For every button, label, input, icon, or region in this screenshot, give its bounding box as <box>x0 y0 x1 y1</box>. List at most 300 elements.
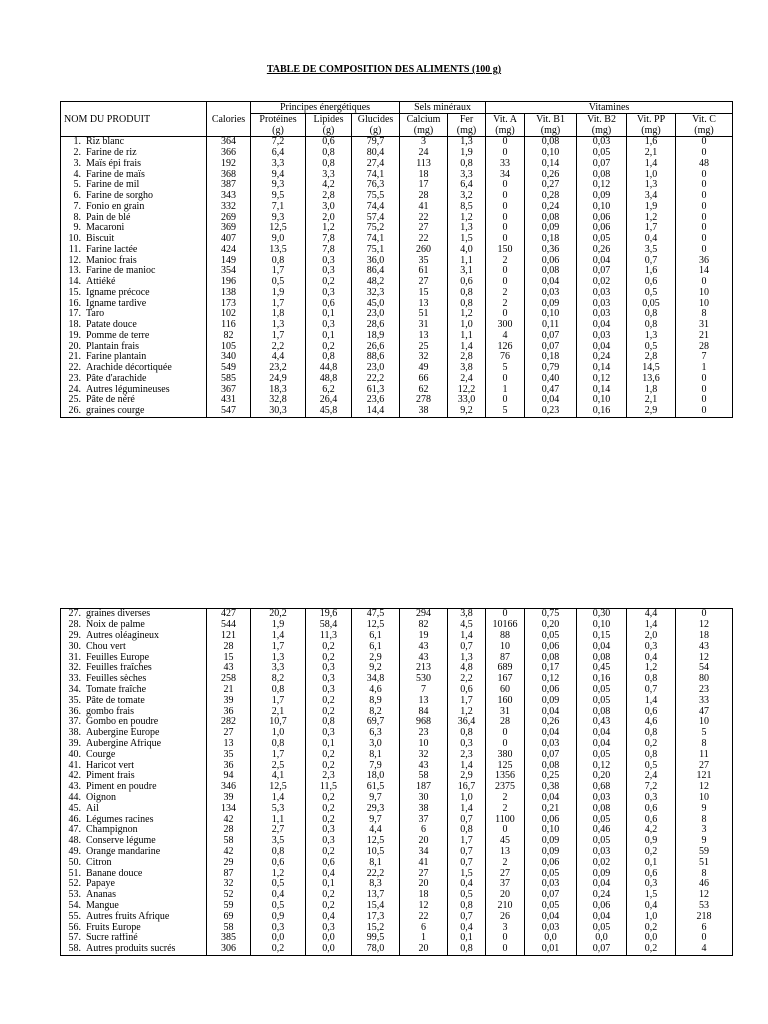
product-name: Ananas <box>86 889 116 901</box>
value-proteines: 30,3 <box>251 406 306 417</box>
header-spacer <box>207 102 251 114</box>
value-vit-b1: 0,10 <box>525 148 577 159</box>
value-calories: 27 <box>207 728 251 739</box>
product-name-cell <box>61 352 207 363</box>
value-vit-pp: 0,6 <box>627 803 676 814</box>
value-lipides: 26,4 <box>306 395 352 406</box>
value-vit-c: 54 <box>676 663 733 674</box>
value-vit-c: 0 <box>676 245 733 256</box>
value-proteines: 2,2 <box>251 341 306 352</box>
column-header-vit-c: Vit. C <box>676 114 733 126</box>
value-lipides: 0,8 <box>306 717 352 728</box>
value-calories: 39 <box>207 793 251 804</box>
value-lipides: 19,6 <box>306 609 352 620</box>
value-vit-pp: 0,8 <box>627 728 676 739</box>
value-glucides: 8,1 <box>352 749 400 760</box>
value-glucides: 78,0 <box>352 944 400 955</box>
value-calories: 105 <box>207 341 251 352</box>
value-vit-b1: 0,01 <box>525 944 577 955</box>
product-name-cell <box>61 782 207 793</box>
value-calories: 28 <box>207 641 251 652</box>
value-proteines: 0,5 <box>251 879 306 890</box>
value-vit-pp: 0,05 <box>627 298 676 309</box>
table-row <box>61 695 733 706</box>
document-title: TABLE DE COMPOSITION DES ALIMENTS (100 g) <box>266 64 502 75</box>
row-number: 38. <box>68 727 81 739</box>
product-name: Pain de blé <box>86 212 131 223</box>
value-lipides: 0,2 <box>306 814 352 825</box>
value-vit-a: 2375 <box>486 782 525 793</box>
value-vit-b2: 0,24 <box>577 890 627 901</box>
value-proteines: 1,7 <box>251 331 306 342</box>
table-row <box>61 728 733 739</box>
value-calories: 58 <box>207 836 251 847</box>
value-vit-a: 0 <box>486 944 525 955</box>
value-lipides: 0,3 <box>306 663 352 674</box>
table-body-part-2 <box>61 609 733 956</box>
value-fer: 3,2 <box>448 191 486 202</box>
value-lipides: 58,4 <box>306 620 352 631</box>
value-vit-b2: 0,43 <box>577 717 627 728</box>
value-vit-a: 0 <box>486 202 525 213</box>
value-fer: 0,3 <box>448 739 486 750</box>
value-vit-pp: 0,5 <box>627 760 676 771</box>
value-calcium: 32 <box>400 352 448 363</box>
value-vit-b1: 0,26 <box>525 169 577 180</box>
row-number: 28. <box>68 619 81 631</box>
product-name: Pomme de terre <box>86 330 150 341</box>
table-row <box>61 814 733 825</box>
value-vit-pp: 1,2 <box>627 212 676 223</box>
value-lipides: 0,1 <box>306 739 352 750</box>
value-glucides: 3,0 <box>352 739 400 750</box>
value-proteines: 18,3 <box>251 384 306 395</box>
value-calcium: 43 <box>400 641 448 652</box>
value-lipides: 0,2 <box>306 706 352 717</box>
value-vit-a: 0 <box>486 234 525 245</box>
value-vit-a: 10 <box>486 641 525 652</box>
value-vit-b1: 0,08 <box>525 652 577 663</box>
value-fer: 0,4 <box>448 922 486 933</box>
value-fer: 1,4 <box>448 803 486 814</box>
value-calories: 21 <box>207 685 251 696</box>
row-number: 36. <box>68 706 81 717</box>
product-name: Aubergine Afrique <box>86 738 162 749</box>
value-lipides: 45,8 <box>306 406 352 417</box>
value-vit-b2: 0,16 <box>577 674 627 685</box>
value-vit-c: 0 <box>676 169 733 180</box>
product-name-cell <box>61 180 207 191</box>
value-calories: 585 <box>207 374 251 385</box>
value-vit-b2: 0,14 <box>577 363 627 374</box>
value-vit-c: 53 <box>676 901 733 912</box>
value-vit-c: 10 <box>676 717 733 728</box>
value-calcium: 15 <box>400 288 448 299</box>
value-calories: 343 <box>207 191 251 202</box>
row-number: 20. <box>68 341 81 352</box>
product-name: Taro <box>86 309 105 320</box>
value-calcium: 61 <box>400 266 448 277</box>
value-fer: 1,2 <box>448 212 486 223</box>
value-calories: 94 <box>207 771 251 782</box>
value-glucides: 23,6 <box>352 395 400 406</box>
value-lipides: 0,6 <box>306 298 352 309</box>
value-vit-b1: 0,21 <box>525 803 577 814</box>
value-lipides: 2,8 <box>306 191 352 202</box>
value-glucides: 86,4 <box>352 266 400 277</box>
row-number: 7. <box>73 201 81 212</box>
value-fer: 0,5 <box>448 890 486 901</box>
product-name: Igname tardive <box>86 298 147 309</box>
value-vit-b2: 0,0 <box>577 933 627 944</box>
value-vit-b1: 0,25 <box>525 771 577 782</box>
value-proteines: 0,8 <box>251 847 306 858</box>
value-glucides: 74,4 <box>352 202 400 213</box>
table-row <box>61 266 733 277</box>
value-vit-b1: 0,27 <box>525 180 577 191</box>
product-name: Tomate fraîche <box>86 684 147 695</box>
value-vit-pp: 2,0 <box>627 631 676 642</box>
value-glucides: 6,1 <box>352 631 400 642</box>
value-proteines: 12,5 <box>251 223 306 234</box>
value-fer: 1,2 <box>448 706 486 717</box>
table-row <box>61 760 733 771</box>
value-vit-pp: 2,8 <box>627 352 676 363</box>
value-calories: 369 <box>207 223 251 234</box>
value-vit-pp: 7,2 <box>627 782 676 793</box>
product-name: Biscuit <box>86 233 115 245</box>
row-number: 35. <box>68 695 81 706</box>
value-lipides: 0,6 <box>306 137 352 148</box>
product-name: Plantain frais <box>86 341 140 352</box>
value-vit-c: 51 <box>676 857 733 868</box>
table-row <box>61 180 733 191</box>
value-glucides: 8,2 <box>352 706 400 717</box>
value-proteines: 23,2 <box>251 363 306 374</box>
value-vit-pp: 0,8 <box>627 320 676 331</box>
column-header-proteines: Protéines <box>251 114 306 126</box>
table-row <box>61 159 733 170</box>
value-vit-pp: 1,0 <box>627 169 676 180</box>
value-proteines: 13,5 <box>251 245 306 256</box>
row-number: 15. <box>68 287 81 298</box>
value-fer: 0,7 <box>448 641 486 652</box>
value-lipides: 4,2 <box>306 180 352 191</box>
value-vit-b2: 0,02 <box>577 277 627 288</box>
row-number: 41. <box>68 760 81 771</box>
value-vit-c: 59 <box>676 847 733 858</box>
value-fer: 1,5 <box>448 868 486 879</box>
value-calories: 43 <box>207 663 251 674</box>
value-vit-b1: 0,07 <box>525 331 577 342</box>
value-lipides: 0,2 <box>306 847 352 858</box>
value-calcium: 66 <box>400 374 448 385</box>
value-vit-a: 689 <box>486 663 525 674</box>
value-vit-b1: 0,09 <box>525 847 577 858</box>
value-vit-b1: 0,23 <box>525 406 577 417</box>
value-vit-c: 12 <box>676 890 733 901</box>
value-calcium: 213 <box>400 663 448 674</box>
value-vit-b1: 0,18 <box>525 234 577 245</box>
value-vit-b2: 0,05 <box>577 234 627 245</box>
value-vit-pp: 1,0 <box>627 911 676 922</box>
value-calcium: 13 <box>400 331 448 342</box>
value-vit-b2: 0,12 <box>577 374 627 385</box>
product-name-cell <box>61 245 207 256</box>
table-row <box>61 406 733 417</box>
column-header-lipides: Lipides <box>306 114 352 126</box>
value-vit-c: 12 <box>676 782 733 793</box>
value-proteines: 1,8 <box>251 309 306 320</box>
row-number: 40. <box>68 749 81 760</box>
value-vit-c: 7 <box>676 352 733 363</box>
value-vit-b1: 0,05 <box>525 631 577 642</box>
row-number: 56. <box>68 922 81 933</box>
row-number: 13. <box>68 266 81 277</box>
value-vit-b2: 0,46 <box>577 825 627 836</box>
row-number: 24. <box>68 384 81 395</box>
table-row <box>61 890 733 901</box>
value-proteines: 3,3 <box>251 663 306 674</box>
value-proteines: 12,5 <box>251 782 306 793</box>
value-calcium: 12 <box>400 901 448 912</box>
row-number: 2. <box>73 147 81 159</box>
product-name-cell <box>61 384 207 395</box>
value-vit-b2: 0,04 <box>577 255 627 266</box>
column-header-fer: Fer <box>448 114 486 126</box>
value-vit-a: 150 <box>486 245 525 256</box>
product-name: Ail <box>86 803 99 814</box>
value-fer: 2,3 <box>448 749 486 760</box>
value-fer: 0,8 <box>448 901 486 912</box>
value-vit-b1: 0,08 <box>525 137 577 148</box>
value-vit-b2: 0,24 <box>577 352 627 363</box>
value-vit-pp: 0,8 <box>627 309 676 320</box>
value-fer: 9,2 <box>448 406 486 417</box>
value-calcium: 84 <box>400 706 448 717</box>
value-calories: 346 <box>207 782 251 793</box>
value-vit-a: 5 <box>486 363 525 374</box>
row-number: 11. <box>68 244 81 255</box>
unit-calories <box>207 125 251 137</box>
product-name: Champignon <box>86 824 138 836</box>
value-fer: 4,5 <box>448 620 486 631</box>
product-name: Haricot vert <box>86 760 135 771</box>
product-name: Oignon <box>86 792 116 803</box>
table-row <box>61 255 733 266</box>
value-vit-a: 27 <box>486 868 525 879</box>
value-vit-a: 10166 <box>486 620 525 631</box>
value-calories: 138 <box>207 288 251 299</box>
row-number: 37. <box>68 716 81 728</box>
value-vit-c: 0 <box>676 212 733 223</box>
value-calories: 340 <box>207 352 251 363</box>
value-lipides: 0,8 <box>306 352 352 363</box>
value-vit-pp: 1,2 <box>627 663 676 674</box>
value-glucides: 18,9 <box>352 331 400 342</box>
value-vit-b2: 0,08 <box>577 706 627 717</box>
row-number: 49. <box>68 846 81 857</box>
value-vit-c: 8 <box>676 814 733 825</box>
value-fer: 1,4 <box>448 760 486 771</box>
value-fer: 0,7 <box>448 911 486 922</box>
value-calcium: 20 <box>400 836 448 847</box>
product-name-cell <box>61 374 207 385</box>
value-vit-b2: 0,05 <box>577 814 627 825</box>
value-vit-c: 0 <box>676 137 733 148</box>
row-number: 4. <box>73 169 81 180</box>
value-fer: 12,2 <box>448 384 486 395</box>
value-vit-pp: 0,7 <box>627 685 676 696</box>
value-proteines: 9,5 <box>251 191 306 202</box>
group-header-vitamines: Vitamines <box>486 102 733 114</box>
value-fer: 0,8 <box>448 944 486 955</box>
value-glucides: 23,0 <box>352 363 400 374</box>
value-proteines: 2,7 <box>251 825 306 836</box>
value-calcium: 20 <box>400 944 448 955</box>
value-lipides: 6,2 <box>306 384 352 395</box>
value-glucides: 13,7 <box>352 890 400 901</box>
value-fer: 1,3 <box>448 652 486 663</box>
product-name: Gombo en poudre <box>86 716 159 728</box>
value-calories: 36 <box>207 760 251 771</box>
value-vit-pp: 4,6 <box>627 717 676 728</box>
value-lipides: 0,2 <box>306 641 352 652</box>
value-glucides: 45,0 <box>352 298 400 309</box>
value-calories: 39 <box>207 695 251 706</box>
product-name-cell <box>61 288 207 299</box>
value-vit-c: 0 <box>676 191 733 202</box>
value-vit-b1: 0,03 <box>525 288 577 299</box>
product-name-cell <box>61 331 207 342</box>
value-proteines: 9,3 <box>251 180 306 191</box>
value-calcium: 294 <box>400 609 448 620</box>
table-row <box>61 331 733 342</box>
value-vit-c: 23 <box>676 685 733 696</box>
product-name-cell <box>61 868 207 879</box>
value-vit-pp: 0,2 <box>627 944 676 955</box>
value-glucides: 17,3 <box>352 911 400 922</box>
row-number: 1. <box>73 136 81 148</box>
value-calcium: 7 <box>400 685 448 696</box>
unit-vit-c: (mg) <box>676 125 733 137</box>
value-calories: 424 <box>207 245 251 256</box>
value-glucides: 22,2 <box>352 374 400 385</box>
value-vit-c: 18 <box>676 631 733 642</box>
value-vit-a: 210 <box>486 901 525 912</box>
value-vit-a: 0 <box>486 739 525 750</box>
value-calcium: 35 <box>400 255 448 266</box>
value-glucides: 75,5 <box>352 191 400 202</box>
value-glucides: 15,4 <box>352 901 400 912</box>
value-vit-c: 0 <box>676 180 733 191</box>
value-lipides: 0,3 <box>306 685 352 696</box>
group-header-mineraux: Sels minéraux <box>400 102 486 114</box>
value-vit-b2: 0,07 <box>577 159 627 170</box>
value-calories: 173 <box>207 298 251 309</box>
row-number: 21. <box>68 352 81 363</box>
value-vit-a: 0 <box>486 825 525 836</box>
value-calories: 364 <box>207 137 251 148</box>
table-row <box>61 706 733 717</box>
row-number: 46. <box>68 814 81 825</box>
table-row <box>61 641 733 652</box>
product-name: Farine plantain <box>86 352 147 363</box>
value-vit-b2: 0,06 <box>577 212 627 223</box>
value-calories: 42 <box>207 814 251 825</box>
value-vit-c: 0 <box>676 202 733 213</box>
row-number: 42. <box>68 770 81 782</box>
value-vit-pp: 2,1 <box>627 148 676 159</box>
value-calories: 258 <box>207 674 251 685</box>
product-name: Patate douce <box>86 319 137 331</box>
value-calories: 368 <box>207 169 251 180</box>
value-proteines: 3,3 <box>251 159 306 170</box>
value-calcium: 6 <box>400 825 448 836</box>
value-vit-pp: 1,8 <box>627 384 676 395</box>
value-vit-b2: 0,05 <box>577 749 627 760</box>
value-lipides: 0,2 <box>306 760 352 771</box>
value-lipides: 0,2 <box>306 695 352 706</box>
row-number: 16. <box>68 298 81 309</box>
value-vit-a: 4 <box>486 331 525 342</box>
product-name-cell <box>61 341 207 352</box>
value-glucides: 12,5 <box>352 836 400 847</box>
value-fer: 0,7 <box>448 814 486 825</box>
value-vit-b2: 0,08 <box>577 652 627 663</box>
value-proteines: 0,4 <box>251 890 306 901</box>
product-name: Autres oléagineux <box>86 630 160 641</box>
table-row <box>61 395 733 406</box>
value-vit-b1: 0,12 <box>525 674 577 685</box>
value-vit-pp: 0,2 <box>627 922 676 933</box>
product-name-cell <box>61 674 207 685</box>
product-name: Farine lactée <box>86 244 138 255</box>
product-name-cell <box>61 728 207 739</box>
value-glucides: 48,2 <box>352 277 400 288</box>
value-vit-a: 60 <box>486 685 525 696</box>
row-number: 45. <box>68 803 81 814</box>
value-calcium: 22 <box>400 212 448 223</box>
value-calcium: 278 <box>400 395 448 406</box>
value-vit-b2: 0,06 <box>577 223 627 234</box>
value-vit-a: 0 <box>486 395 525 406</box>
value-vit-a: 126 <box>486 341 525 352</box>
value-calcium: 18 <box>400 890 448 901</box>
value-vit-b1: 0,07 <box>525 341 577 352</box>
value-vit-c: 10 <box>676 288 733 299</box>
unit-calcium: (mg) <box>400 125 448 137</box>
value-calcium: 41 <box>400 857 448 868</box>
product-name-cell <box>61 395 207 406</box>
value-vit-c: 1 <box>676 363 733 374</box>
value-calories: 385 <box>207 933 251 944</box>
product-name: Attiéké <box>86 276 116 288</box>
table-row <box>61 685 733 696</box>
value-vit-a: 33 <box>486 159 525 170</box>
table-row <box>61 674 733 685</box>
table-row <box>61 782 733 793</box>
row-number: 5. <box>73 180 81 191</box>
value-vit-b2: 0,04 <box>577 911 627 922</box>
value-vit-a: 0 <box>486 728 525 739</box>
value-vit-a: 0 <box>486 223 525 234</box>
value-vit-a: 0 <box>486 191 525 202</box>
value-calories: 427 <box>207 609 251 620</box>
value-proteines: 8,2 <box>251 674 306 685</box>
table-row <box>61 631 733 642</box>
value-calories: 367 <box>207 384 251 395</box>
